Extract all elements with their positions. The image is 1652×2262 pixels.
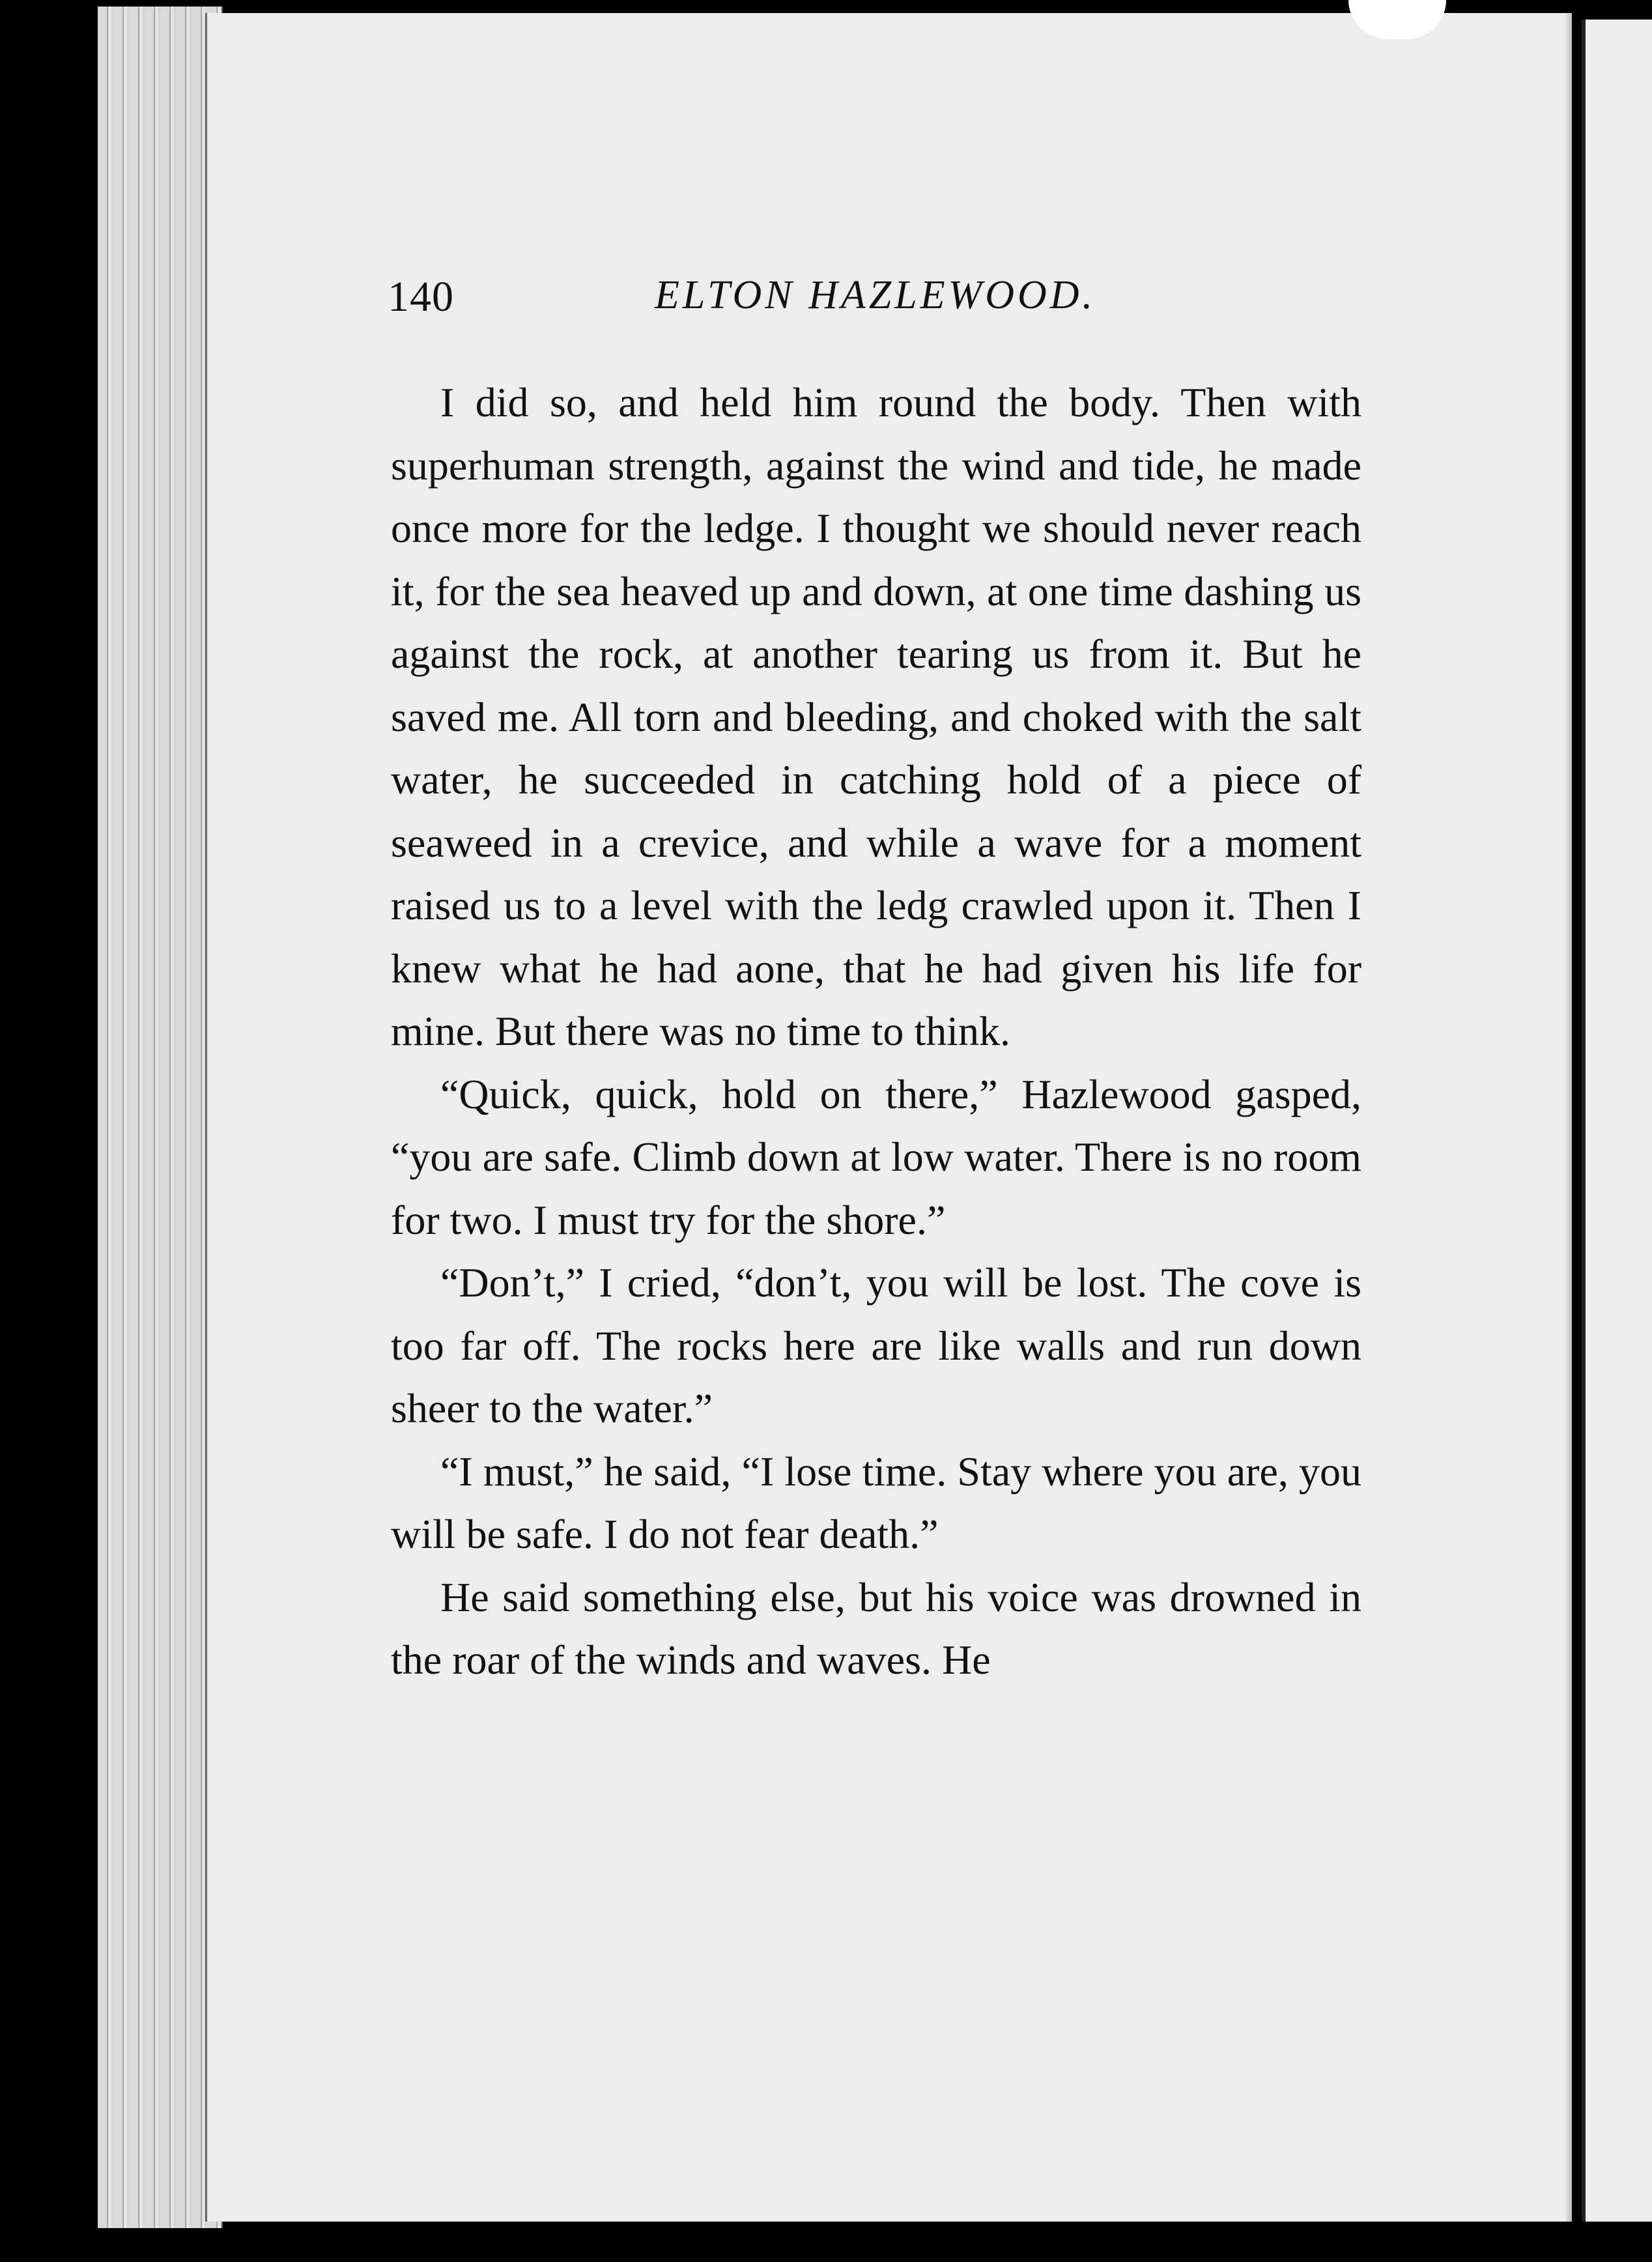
paragraph: He said something else, but his voice was drowned in the roar of the winds and waves. He [391,1573,1361,1683]
page-header [388,272,1358,344]
body-text [391,371,1361,1692]
paragraph: “Quick, quick, hold on there,” Hazlewood gasped, “you are safe. Climb down at low water. There is no room for two. I must try for the shore.” [391,1070,1361,1243]
paragraph: “Don’t,” I cried, “don’t, you will be lost. The cove is too far off. The rocks here are like walls and run down sheer to the water.” [391,1259,1361,1431]
paragraph: “I must,” he said, “I lose time. Stay where you are, you will be safe. I do not fear death.” [391,1448,1361,1557]
paragraph: I did so, and held him round the body. Then with superhuman strength, against the wind and tide, he made once more for the ledge. I thought we should never reach it, for the sea heaved up and down, at one time dashing us against the rock, at another tearing us from it. But he saved me. All torn and bleeding, and choked with the salt water, he succeeded in catching hold of a piece of seaweed in a crevice, and while a wave for a moment raised us to a level with the ledg crawled upon it. Then I knew what he had aone, that he had given his life for mine. But there was no time to think. [391,379,1361,1054]
book-page-edges [98,7,223,2228]
running-title: ELTON HAZLEWOOD. [655,273,1096,317]
facing-page-edge [1582,20,1652,2222]
page-number: 140 [388,273,454,321]
page-gutter-shadow [1565,13,1572,2222]
